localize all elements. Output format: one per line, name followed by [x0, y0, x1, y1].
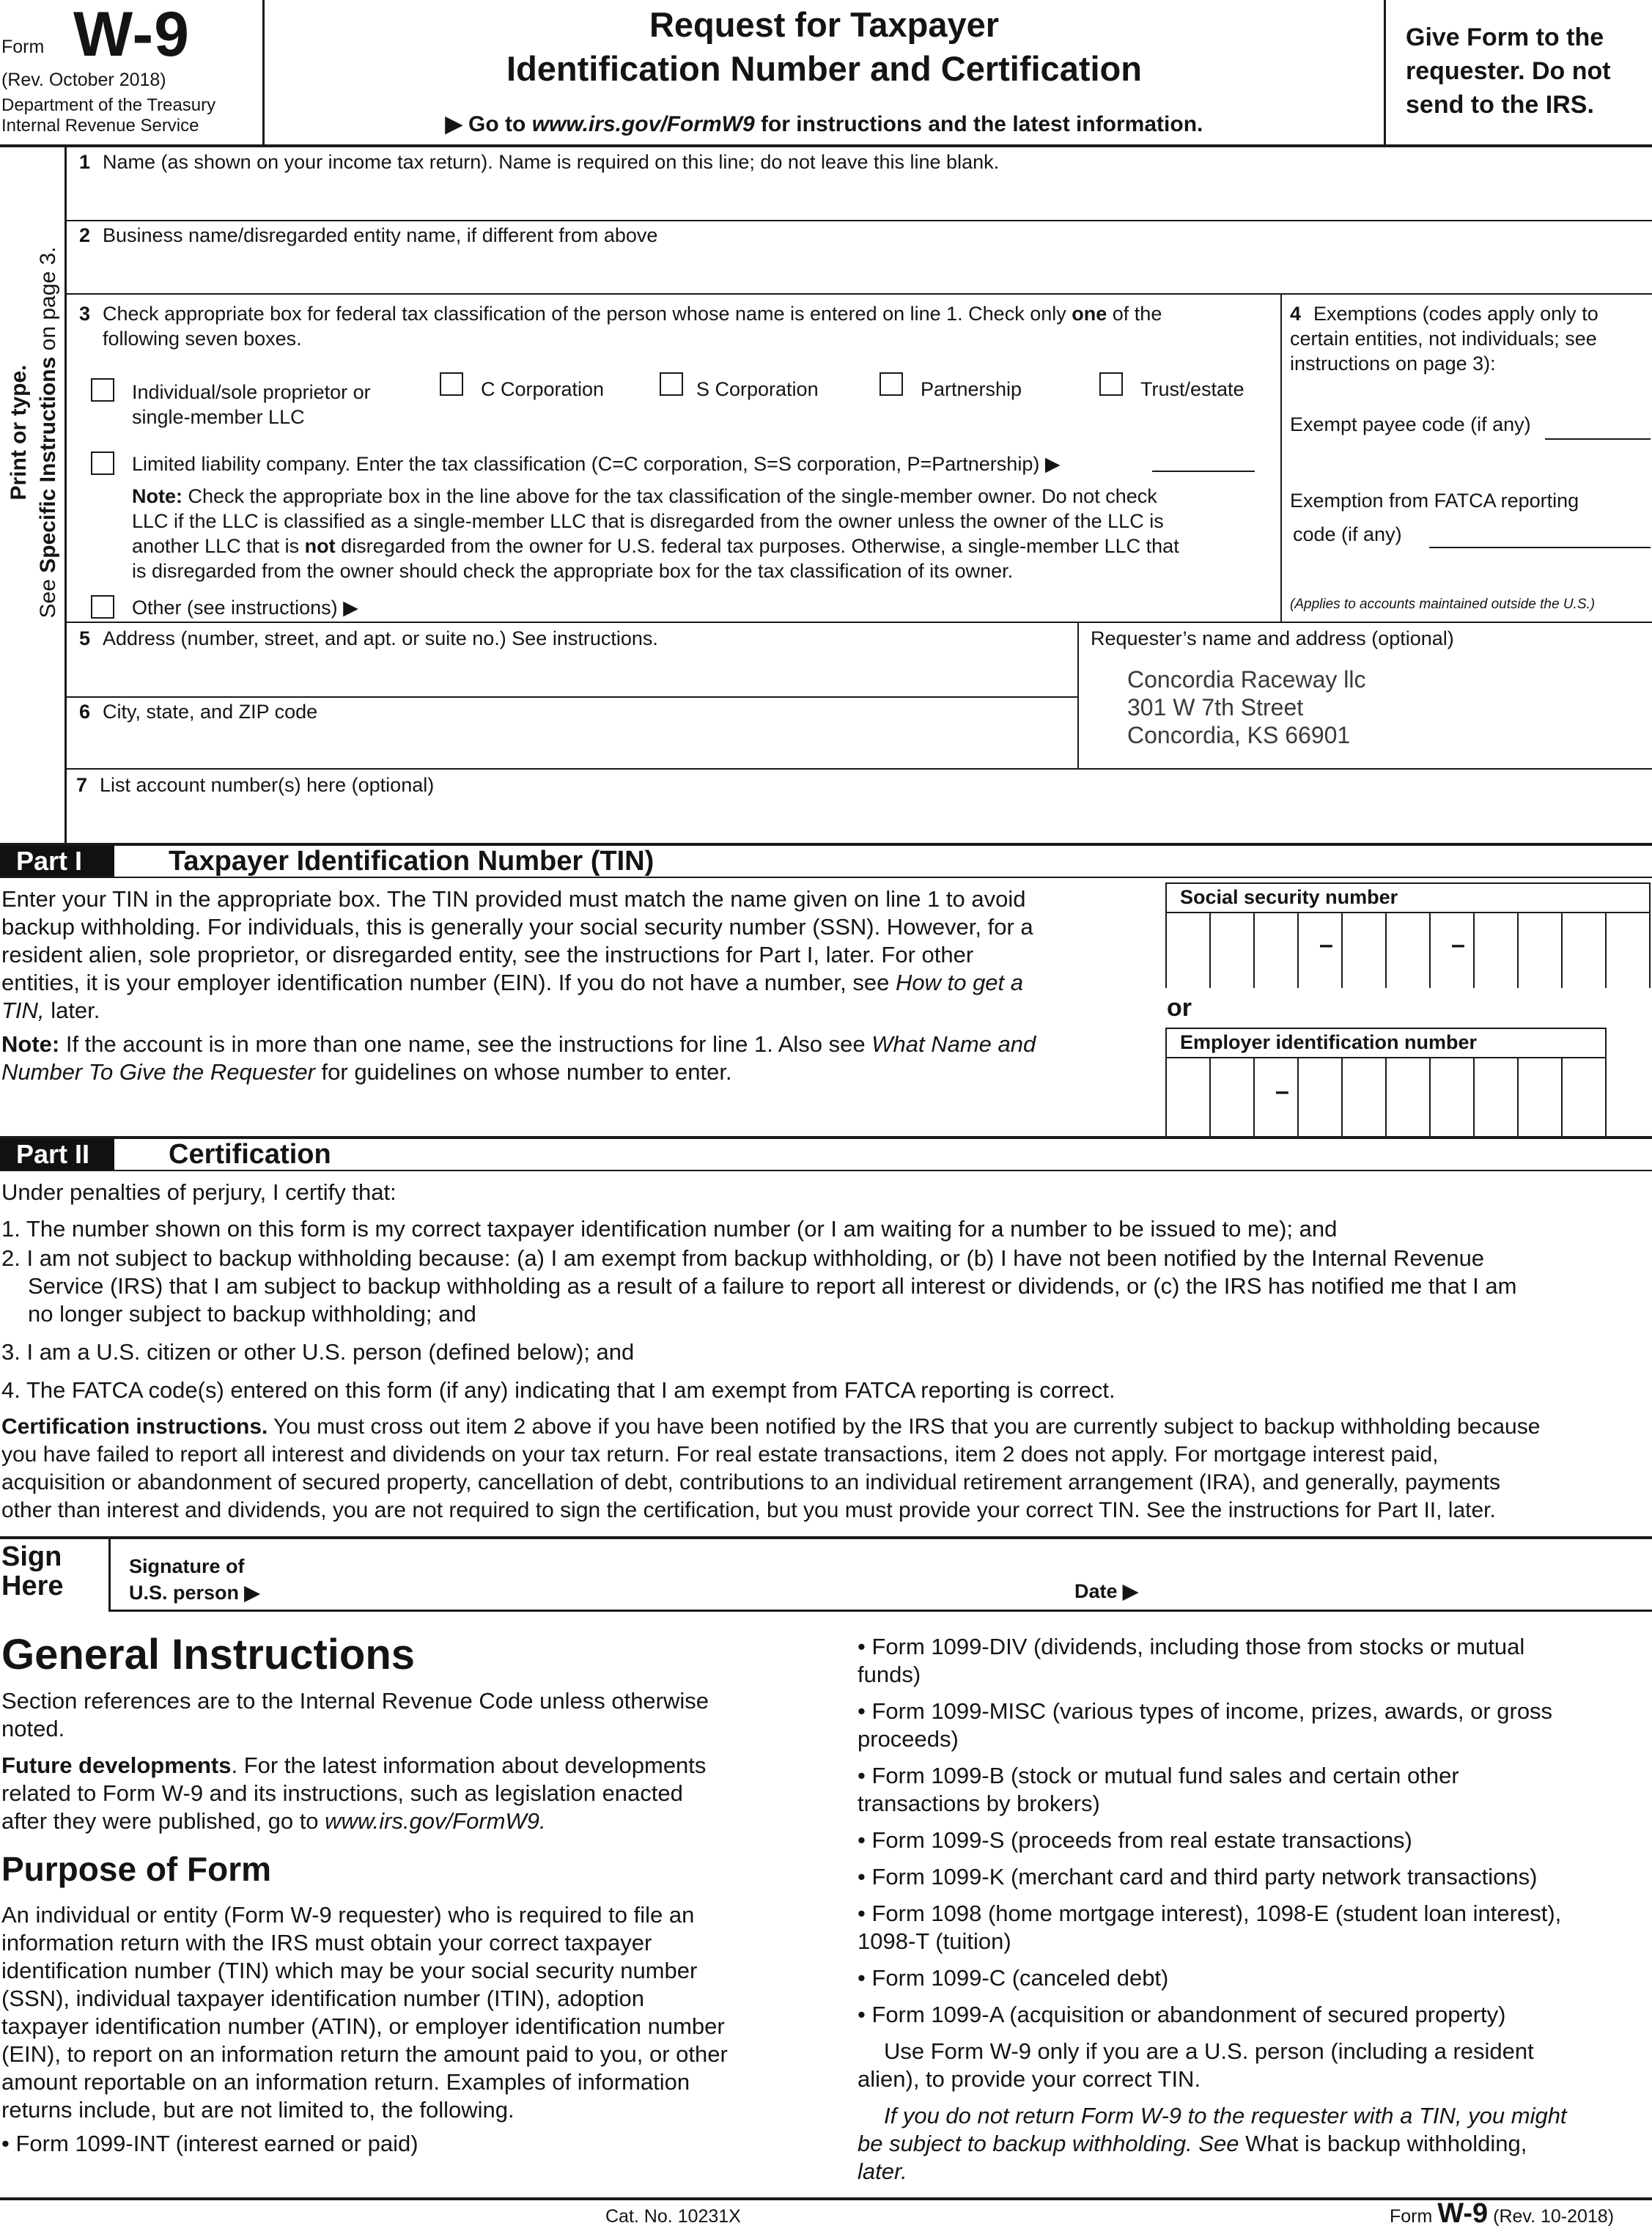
llc-classification-field[interactable]: [1152, 471, 1255, 472]
date-field[interactable]: Date ▶: [1074, 1580, 1138, 1602]
give-form-note: Give Form to the requester. Do not send to the IRS.: [1406, 23, 1611, 119]
irs-url-link[interactable]: www.irs.gov/FormW9: [531, 112, 755, 136]
title-line-2: Identification Number and Certification: [506, 49, 1142, 88]
side-print-label: Print or type. See Specific Instructions on page 3.: [7, 246, 60, 619]
checkbox-partnership[interactable]: [880, 372, 903, 396]
checkbox-other[interactable]: [91, 595, 114, 619]
part1-tag: Part I: [0, 846, 114, 877]
checkbox-trust-estate[interactable]: [1099, 372, 1123, 396]
general-heading: General Instructions: [1, 1631, 416, 1678]
ein-dash: –: [1275, 1077, 1289, 1105]
ssn-dash-2: –: [1451, 931, 1465, 959]
part2-title: Certification: [169, 1139, 331, 1170]
arrow-right-icon: ▶: [445, 112, 462, 136]
requester-street: 301 W 7th Street: [1127, 694, 1304, 720]
form-number: W-9: [73, 0, 190, 70]
checkbox-s-corporation[interactable]: [660, 372, 683, 396]
checkbox-llc[interactable]: [91, 451, 114, 475]
form-word: Form: [1, 37, 45, 57]
title-line-1: Request for Taxpayer: [649, 5, 1000, 44]
llc-note: Note: Check the appropriate box in the line above for the tax classification of the single-member owner. Do not check: [132, 485, 1157, 507]
or-label: or: [1167, 994, 1192, 1022]
checkbox-c-corporation[interactable]: [440, 372, 463, 396]
form-revision: (Rev. October 2018): [1, 70, 166, 90]
checkbox-individual[interactable]: [91, 378, 114, 402]
ein-label: Employer identification number: [1165, 1028, 1607, 1058]
part1-title: Taxpayer Identification Number (TIN): [169, 846, 654, 877]
fatca-code-field[interactable]: [1429, 547, 1651, 548]
requester-name: Concordia Raceway llc: [1127, 666, 1366, 693]
part2-tag: Part II: [0, 1139, 114, 1170]
requester-city: Concordia, KS 66901: [1127, 722, 1351, 748]
form-title: [265, 3, 1384, 91]
ssn-label: Social security number: [1165, 882, 1651, 913]
exempt-payee-code-field[interactable]: [1545, 438, 1651, 440]
purpose-heading: Purpose of Form: [1, 1850, 272, 1888]
department: Department of the Treasury: [1, 95, 216, 115]
footer-form-id: Form W-9 (Rev. 10-2018): [1390, 2198, 1615, 2229]
irs-service: Internal Revenue Service: [1, 116, 199, 136]
catalog-number: Cat. No. 10231X: [605, 2206, 741, 2227]
ssn-dash-1: –: [1319, 931, 1333, 959]
goto-line: ▶ Go to www.irs.gov/FormW9 for instructions and the latest information.: [445, 112, 1203, 136]
